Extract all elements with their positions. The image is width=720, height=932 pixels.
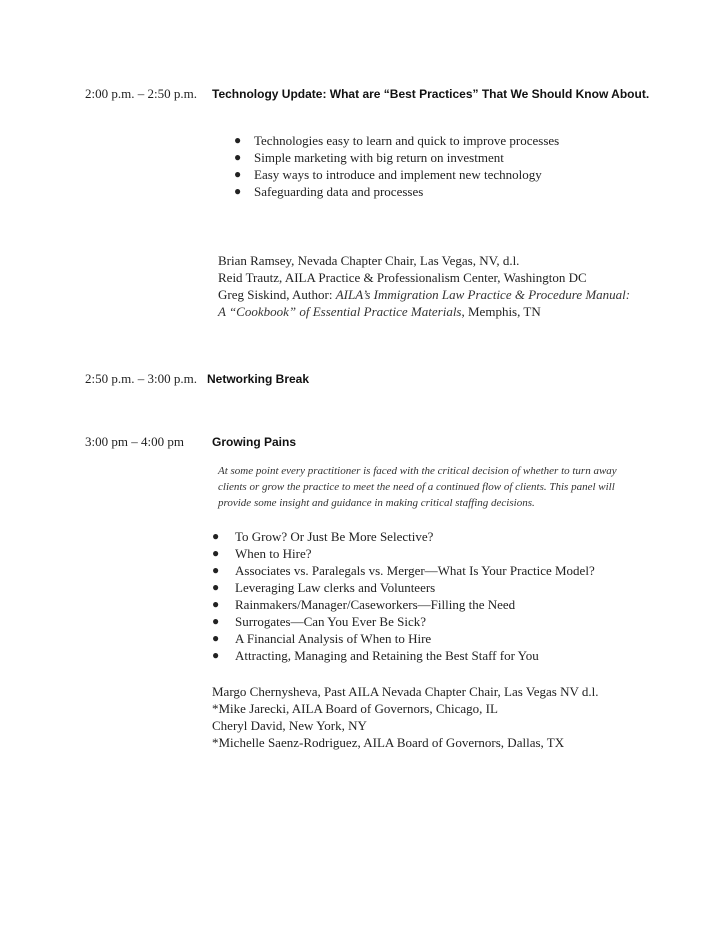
speaker-line: Margo Chernysheva, Past AILA Nevada Chapter Chair, Las Vegas NV d.l.	[212, 684, 599, 699]
speaker-line: Cheryl David, New York, NY	[212, 718, 367, 733]
session-3-bullet-list	[212, 528, 595, 664]
speaker-line: *Mike Jarecki, AILA Board of Governors, Chicago, IL	[212, 701, 498, 716]
session-3-description: At some point every practitioner is faced with the critical decision of whether to turn away clients or grow the practice to meet the need of a continued flow of clients. This panel will provide some insight and guidance in making critical staffing decisions.	[218, 465, 617, 509]
session-title-3: Growing Pains	[212, 435, 297, 449]
list-item: ● Attracting, Managing and Retaining the Best Staff for You	[212, 648, 539, 663]
session-3-speakers	[212, 683, 599, 751]
bullet-icon: ●	[212, 529, 220, 543]
bullet-icon: ●	[212, 597, 220, 611]
list-item: ● Rainmakers/Manager/Caseworkers—Filling the Need	[212, 597, 516, 612]
list-item: ● Leveraging Law clerks and Volunteers	[212, 580, 436, 595]
speaker-line: Reid Trautz, AILA Practice & Professionalism Center, Washington DC	[218, 270, 587, 285]
session-1-speakers	[218, 252, 630, 320]
session-time-1: 2:00 p.m. – 2:50 p.m.	[85, 86, 197, 101]
bullet-icon: ●	[212, 546, 220, 560]
list-item: ● Associates vs. Paralegals vs. Merger—What Is Your Practice Model?	[212, 563, 595, 578]
list-item: ● Safeguarding data and processes	[234, 184, 424, 199]
list-item: ● A Financial Analysis of When to Hire	[212, 631, 432, 646]
session-title-2: Networking Break	[207, 372, 310, 386]
session-time-3: 3:00 pm – 4:00 pm	[85, 434, 184, 449]
speaker-line: *Michelle Saenz-Rodriguez, AILA Board of Governors, Dallas, TX	[212, 735, 565, 750]
speaker-line: A “Cookbook” of Essential Practice Materials, Memphis, TN	[218, 304, 541, 319]
list-item: ● Simple marketing with big return on investment	[234, 150, 504, 165]
speaker-line: Greg Siskind, Author: AILA’s Immigration Law Practice & Procedure Manual:	[218, 287, 631, 302]
session-title-1: Technology Update: What are “Best Practices” That We Should Know About.	[212, 87, 650, 101]
bullet-icon: ●	[234, 150, 242, 164]
list-item: ● Easy ways to introduce and implement new technology	[234, 167, 542, 182]
bullet-icon: ●	[212, 631, 220, 645]
list-item: ● Surrogates—Can You Ever Be Sick?	[212, 614, 427, 629]
list-item: ● Technologies easy to learn and quick to improve processes	[234, 133, 560, 148]
bullet-icon: ●	[234, 167, 242, 181]
speaker-line: Brian Ramsey, Nevada Chapter Chair, Las Vegas, NV, d.l.	[218, 253, 520, 268]
bullet-icon: ●	[212, 580, 220, 594]
session-1-bullet-list	[234, 132, 559, 200]
bullet-icon: ●	[212, 614, 220, 628]
bullet-icon: ●	[212, 648, 220, 662]
bullet-icon: ●	[234, 133, 242, 147]
session-time-2: 2:50 p.m. – 3:00 p.m.	[85, 371, 197, 386]
list-item: ● When to Hire?	[212, 546, 312, 561]
list-item: ● To Grow? Or Just Be More Selective?	[212, 529, 434, 544]
bullet-icon: ●	[212, 563, 220, 577]
bullet-icon: ●	[234, 184, 242, 198]
